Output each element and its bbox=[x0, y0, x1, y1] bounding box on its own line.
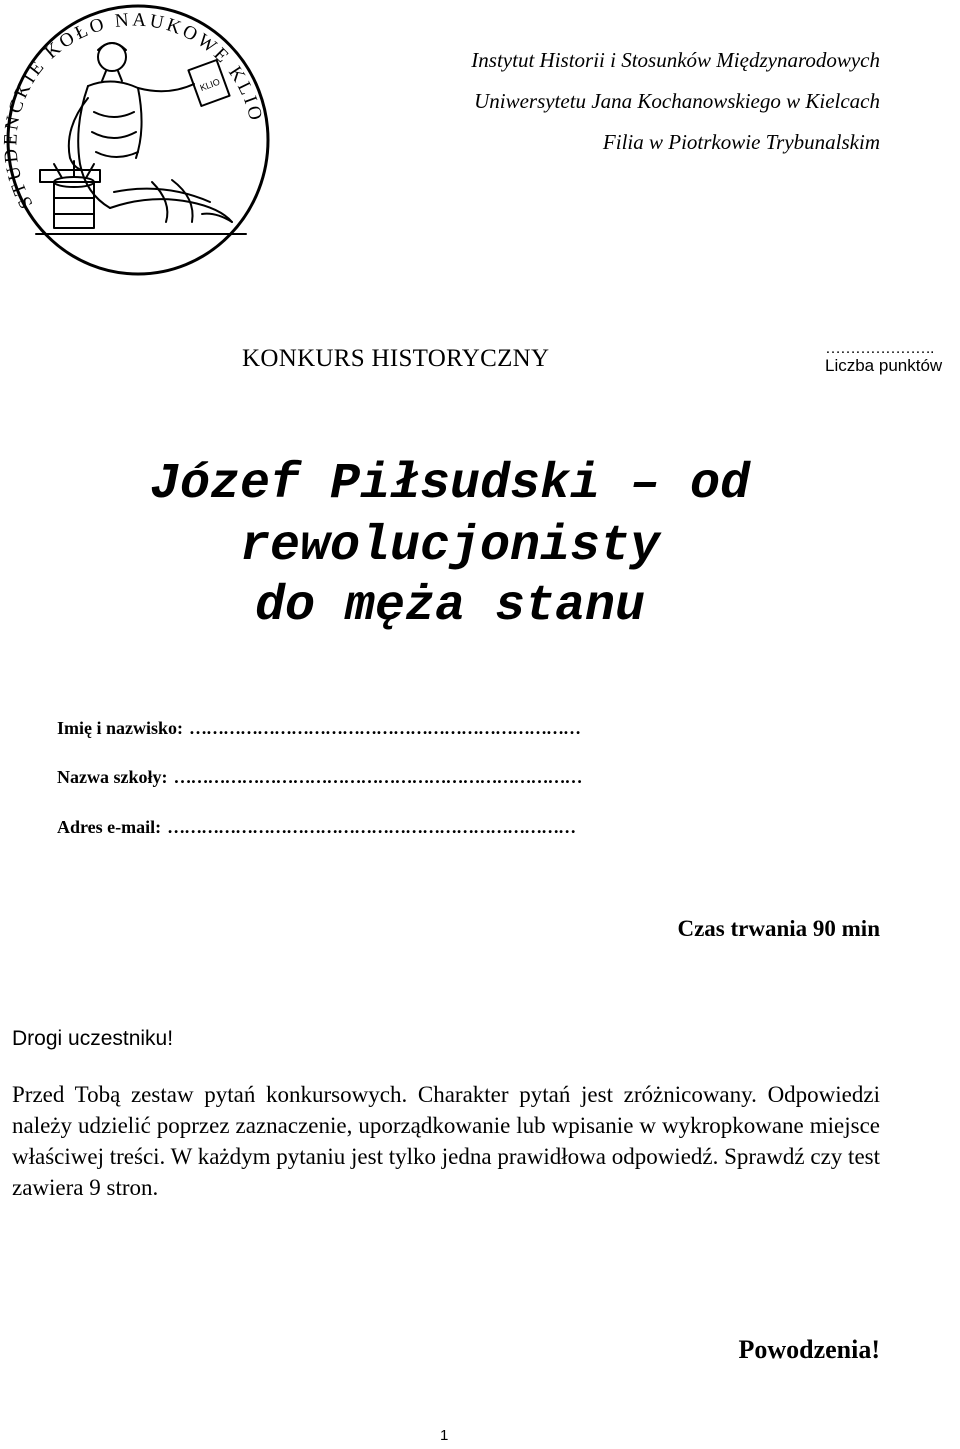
email-label: Adres e-mail: bbox=[57, 817, 162, 837]
klio-logo bbox=[2, 2, 270, 280]
contest-name: KONKURS HISTORYCZNY bbox=[242, 345, 550, 372]
points-field-dots: …………………. bbox=[825, 340, 934, 357]
greeting: Drogi uczestniku! bbox=[12, 1027, 174, 1050]
name-label: Imię i nazwisko: bbox=[57, 718, 183, 738]
name-field bbox=[57, 718, 580, 739]
email-dots: ……………………………………………………………… bbox=[167, 817, 576, 837]
institute-line-2: Uniwersytetu Jana Kochanowskiego w Kielcach bbox=[474, 89, 880, 113]
school-dots: ……………………………………………………………… bbox=[173, 767, 582, 787]
test-duration: Czas trwania 90 min bbox=[677, 916, 880, 941]
email-field bbox=[57, 817, 575, 838]
title-line-3: do męża stanu bbox=[254, 578, 646, 635]
closing-text: Powodzenia! bbox=[738, 1335, 880, 1364]
title-line-2: rewolucjonisty bbox=[239, 518, 661, 575]
institute-line-3: Filia w Piotrkowie Trybunalskim bbox=[602, 130, 880, 154]
svg-text:KLIO: KLIO bbox=[198, 76, 222, 93]
points-label: Liczba punktów bbox=[825, 356, 943, 375]
institute-line-1: Instytut Historii i Stosunków Międzynarodowych bbox=[471, 48, 880, 72]
school-field bbox=[57, 767, 582, 788]
klio-seal-icon bbox=[2, 2, 270, 280]
instructions-paragraph: Przed Tobą zestaw pytań konkursowych. Charakter pytań jest zróżnicowany. Odpowiedzi należy udzielić poprzez zaznaczenie, uporządkowanie lub wpisanie w wykropkowane miejsce właściwej treści. W każdym pytaniu jest tylko jedna prawidłowa odpowiedź. Sprawdź czy test zawiera 9 stron. bbox=[12, 1082, 880, 1200]
title-line-1: Józef Piłsudski – od bbox=[149, 456, 751, 513]
page-number: 1 bbox=[440, 1427, 449, 1444]
name-dots: …………………………………………………………… bbox=[189, 718, 580, 738]
logo-text: STUDENCKIE KOŁO NAUKOWE KLIO bbox=[2, 9, 267, 212]
school-label: Nazwa szkoły: bbox=[57, 767, 168, 787]
